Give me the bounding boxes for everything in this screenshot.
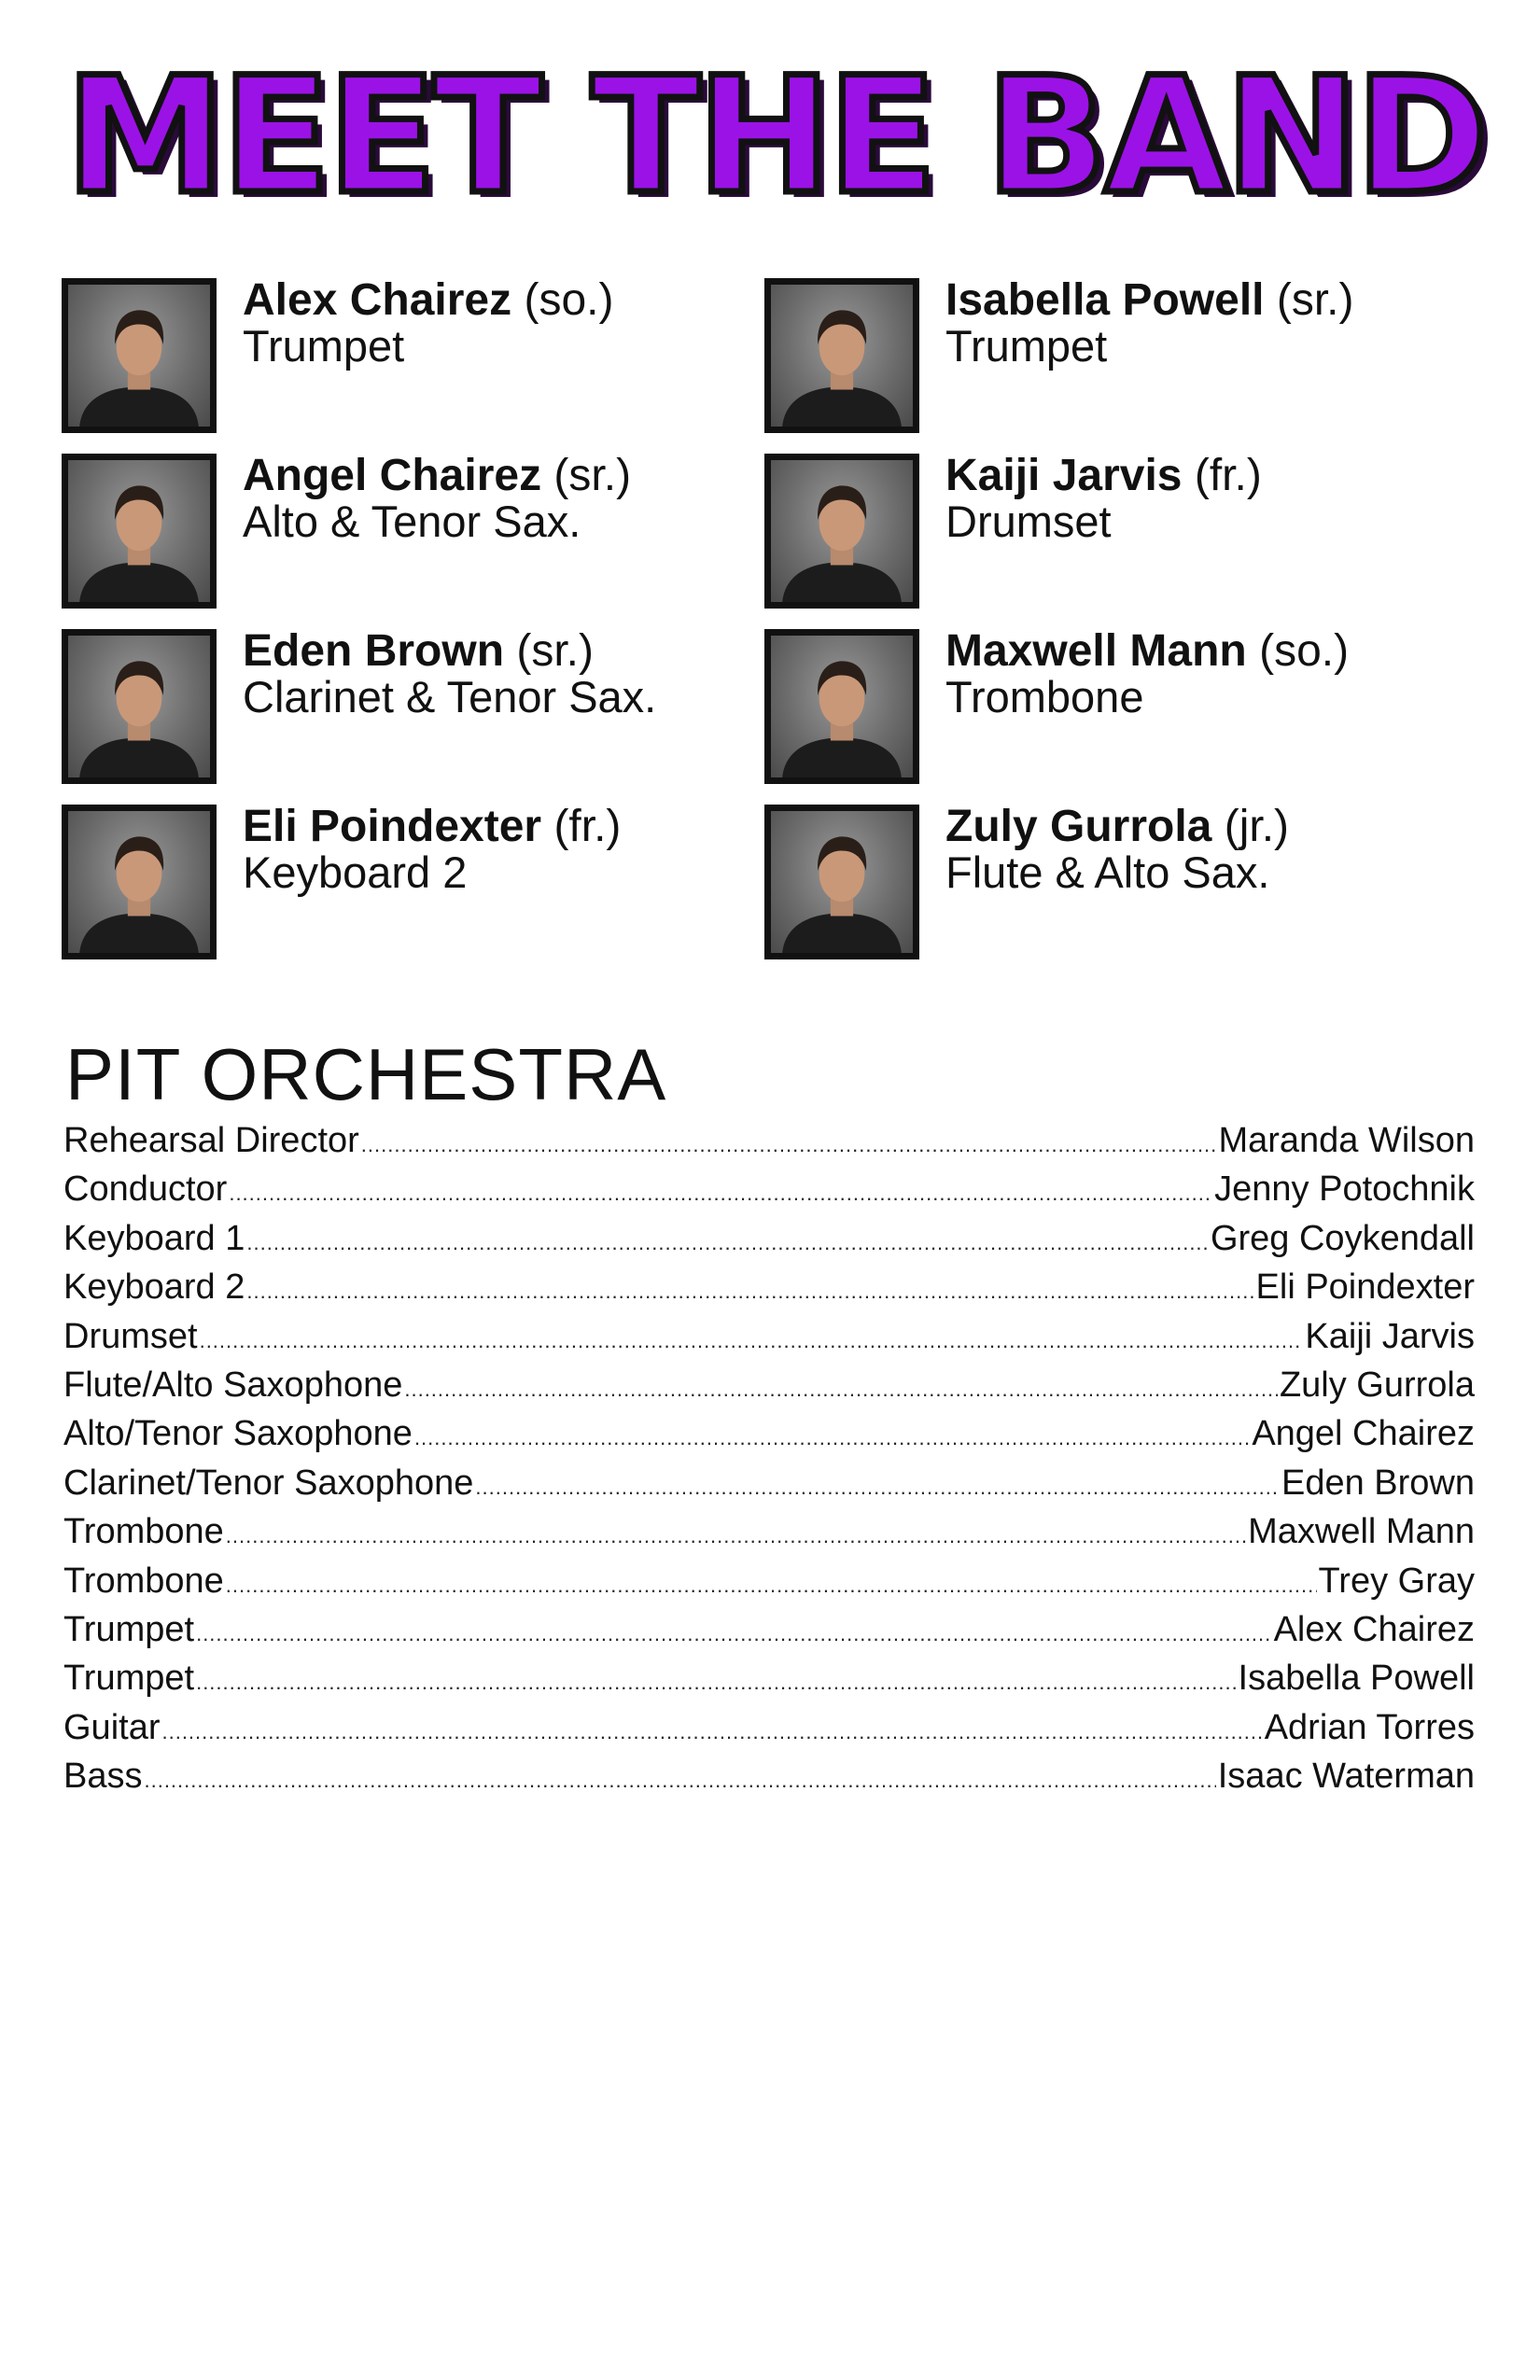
member-year: (fr.) (1194, 451, 1262, 500)
member-year: (jr.) (1224, 802, 1290, 851)
member-year: (sr.) (553, 451, 632, 500)
member-instrument: Trombone (945, 672, 1144, 721)
pit-player: Maxwell Mann (1248, 1512, 1475, 1552)
list-item (63, 1507, 1475, 1556)
list-item (63, 1312, 1475, 1361)
list-item (63, 1165, 1475, 1213)
member-name: Eden Brown (243, 626, 505, 676)
dot-leader (229, 1169, 1212, 1218)
pit-role: Clarinet/Tenor Saxophone (63, 1463, 474, 1503)
member-photo (62, 629, 217, 784)
member-instrument: Trumpet (945, 321, 1108, 371)
pit-role: Alto/Tenor Saxophone (63, 1414, 413, 1454)
member-name: Isabella Powell (945, 275, 1265, 325)
member-photo (764, 278, 919, 433)
pit-player: Isabella Powell (1238, 1659, 1475, 1699)
member-photo (764, 805, 919, 959)
pit-role: Trumpet (63, 1609, 195, 1649)
list-item (63, 1459, 1475, 1507)
member-instrument: Flute & Alto Sax. (945, 847, 1270, 897)
dot-leader (404, 1365, 1278, 1414)
dot-leader (161, 1708, 1262, 1757)
list-item (63, 1116, 1475, 1165)
pit-player: Adrian Torres (1264, 1707, 1475, 1747)
member-instrument: Clarinet & Tenor Sax. (243, 672, 657, 721)
pit-role: Guitar (63, 1707, 161, 1747)
dot-leader (246, 1267, 1253, 1316)
member-name: Eli Poindexter (243, 802, 542, 851)
dot-leader (246, 1219, 1209, 1267)
member-name: Alex Chairez (243, 275, 512, 325)
member-photo (764, 454, 919, 609)
dot-leader (196, 1659, 1236, 1707)
dot-leader (200, 1317, 1304, 1365)
dot-leader (144, 1757, 1215, 1805)
member-photo (62, 278, 217, 433)
member-name: Angel Chairez (243, 451, 542, 500)
member-instrument: Drumset (945, 497, 1112, 546)
pit-player: Greg Coykendall (1210, 1218, 1475, 1258)
pit-role: Trombone (63, 1512, 224, 1552)
member-card (764, 275, 1467, 435)
pit-role: Keyboard 2 (63, 1267, 245, 1308)
dot-leader (361, 1121, 1217, 1169)
list-item (63, 1605, 1475, 1654)
list-item (63, 1409, 1475, 1458)
pit-player: Zuly Gurrola (1279, 1365, 1475, 1405)
member-card (764, 626, 1467, 786)
member-year: (so.) (1259, 626, 1350, 676)
member-year: (sr.) (1276, 275, 1354, 325)
pit-player: Isaac Waterman (1217, 1757, 1475, 1797)
dot-leader (196, 1610, 1272, 1659)
pit-orchestra-heading: PIT ORCHESTRA (65, 1033, 667, 1115)
dot-leader (475, 1463, 1280, 1512)
pit-player: Maranda Wilson (1218, 1121, 1475, 1160)
member-card (62, 802, 764, 961)
pit-role: Bass (63, 1757, 143, 1797)
dot-leader (226, 1561, 1317, 1610)
member-card (62, 626, 764, 786)
pit-player: Eli Poindexter (1255, 1267, 1475, 1308)
member-year: (sr.) (516, 626, 594, 676)
member-card (764, 802, 1467, 961)
pit-role: Conductor (63, 1169, 228, 1210)
member-instrument: Keyboard 2 (243, 847, 468, 897)
pit-role: Trombone (63, 1561, 224, 1601)
pit-player: Trey Gray (1318, 1561, 1475, 1601)
member-card (62, 451, 764, 610)
pit-player: Alex Chairez (1273, 1609, 1475, 1649)
list-item (63, 1654, 1475, 1702)
band-roster (62, 275, 1480, 961)
member-card (764, 451, 1467, 610)
page-title: MEET THE BAND (65, 42, 1485, 230)
pit-role: Keyboard 1 (63, 1218, 245, 1258)
pit-orchestra-list (63, 1116, 1475, 1800)
member-instrument: Alto & Tenor Sax. (243, 497, 581, 546)
pit-player: Jenny Potochnik (1214, 1169, 1475, 1210)
list-item (63, 1557, 1475, 1605)
member-photo (62, 805, 217, 959)
member-name: Zuly Gurrola (945, 802, 1212, 851)
pit-role: Drumset (63, 1316, 198, 1356)
pit-player: Eden Brown (1281, 1463, 1475, 1503)
member-year: (fr.) (553, 802, 622, 851)
pit-player: Angel Chairez (1252, 1414, 1475, 1454)
member-instrument: Trumpet (243, 321, 405, 371)
dot-leader (226, 1512, 1246, 1561)
pit-role: Rehearsal Director (63, 1121, 359, 1160)
dot-leader (414, 1414, 1250, 1463)
member-year: (so.) (524, 275, 614, 325)
pit-player: Kaiji Jarvis (1305, 1316, 1475, 1356)
member-name: Kaiji Jarvis (945, 451, 1183, 500)
list-item (63, 1752, 1475, 1800)
member-photo (62, 454, 217, 609)
pit-role: Flute/Alto Saxophone (63, 1365, 403, 1405)
member-name: Maxwell Mann (945, 626, 1247, 676)
list-item (63, 1361, 1475, 1409)
list-item (63, 1263, 1475, 1311)
pit-role: Trumpet (63, 1659, 195, 1699)
member-photo (764, 629, 919, 784)
list-item (63, 1703, 1475, 1752)
list-item (63, 1214, 1475, 1263)
member-card (62, 275, 764, 435)
